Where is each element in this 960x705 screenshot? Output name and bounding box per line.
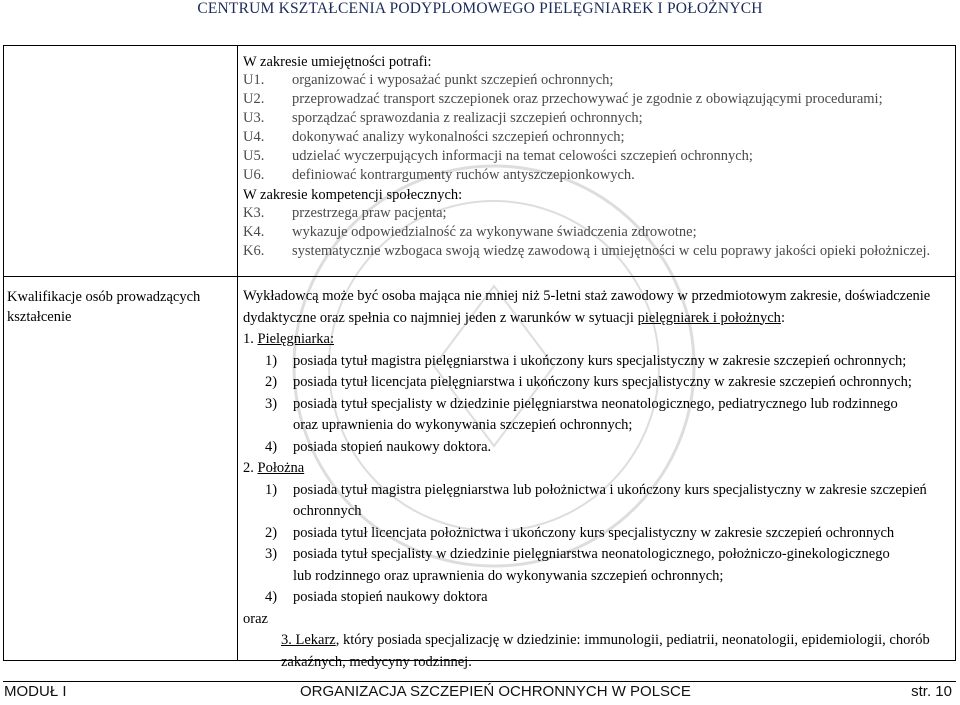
outcome-code: U1. [243,72,265,88]
outcome-text: przeprowadzać transport szczepionek oraz przechowywać je zgodnie z obowiązującymi procedurami; [292,91,883,107]
qualification-item [243,480,958,502]
item-text: posiada tytuł magistra pielęgniarstwa i ukończony kurs specjalistyczny w zakresie szczepień ochronnych; [293,352,907,369]
doctor-line: 3. Lekarz, który posiada specjalizację w dziedzinie: immunologii, pediatrii, neonatologii, epidemiologii, chorób [281,632,930,648]
qualification-item [243,587,958,609]
item-number: 2) [265,374,278,390]
outcome-code: K3. [243,205,265,221]
qualification-item [243,501,958,523]
qualification-item [243,566,958,588]
outcome-code: K6. [243,243,265,259]
footer-title: ORGANIZACJA SZCZEPIEŃ OCHRONNYCH W POLSCE [300,683,691,700]
item-number: 3) [265,546,278,562]
outcome-text: sporządzać sprawozdania z realizacji szczepień ochronnych; [292,110,643,126]
outcome-code: U5. [243,148,265,164]
doctor-line: zakaźnych, medycyny rodzinnej. [281,653,472,670]
outcome-text: wykazuje odpowiedzialność za wykonywane świadczenia zdrowotne; [292,224,697,240]
outcome-text: systematycznie wzbogaca swoją wiedzę zawodową i umiejętności w celu poprawy jakości opieki położniczej. [292,243,931,259]
column-divider [237,46,238,660]
skills-title: W zakresie umiejętności potrafi: [243,54,432,70]
outcome-item [243,242,953,261]
outcome-code: U2. [243,91,265,107]
qualification-item [243,437,958,459]
item-number: 2) [265,524,278,541]
qualification-item [243,372,958,394]
page-header: CENTRUM KSZTAŁCENIA PODYPLOMOWEGO PIELĘGNIAREK I POŁOŻNYCH [197,0,763,17]
competences-title: W zakresie kompetencji społecznych: [243,187,463,203]
skills-section [243,52,953,261]
outcome-text: definiować kontrargumenty ruchów antyszczepionkowych. [292,167,635,183]
item-text: posiada stopień naukowy doktora. [293,438,492,455]
item-number: 1) [265,481,278,498]
outcome-item [243,90,953,109]
outcome-text: organizować i wyposażać punkt szczepień ochronnych; [292,72,614,88]
midwife-heading: 2. Położna [243,460,305,476]
oraz-text: oraz [243,610,268,627]
outcome-item [243,109,953,128]
footer-module: MODUŁ I [4,683,67,700]
outcome-text: przestrzega praw pacjenta; [292,205,447,221]
item-text: posiada tytuł licencjata pielęgniarstwa i ukończony kurs specjalistyczny w zakresie szczepień ochronnych; [293,374,912,390]
nurse-heading: 1. Pielęgniarka: [243,331,335,347]
outcome-text: dokonywać analizy wykonalności szczepień ochronnych; [292,129,625,145]
outcome-code: U3. [243,110,265,126]
item-text: lub rodzinnego oraz uprawnienia do wykonywania szczepień ochronnych; [293,567,724,584]
outcome-item [243,223,953,242]
item-text: posiada tytuł magistra pielęgniarstwa lub położnictwa i ukończony kurs specjalistyczny w zakresie szczepień [293,481,927,498]
item-text: posiada tytuł specjalisty w dziedzinie pielęgniarstwa neonatologicznego, położniczo-ginekologicznego [293,546,890,562]
item-text: posiada tytuł specjalisty w dziedzinie pielęgniarstwa neonatologicznego, pediatrycznego lub rodzinnego [293,395,898,412]
qualifications-section [243,286,958,673]
item-text: oraz uprawnienia do wykonywania szczepień ochronnych; [293,417,633,433]
outcome-code: U4. [243,129,265,145]
outcome-code: U6. [243,167,265,183]
footer-page-number: str. 10 [911,683,952,700]
item-number: 1) [265,352,278,369]
intro-line: dydaktyczne oraz spełnia co najmniej jeden z warunków w sytuacji pielęgniarek i położnych: [243,309,785,326]
content-table [3,45,956,670]
qualification-item [243,394,958,416]
item-text: ochronnych [293,503,362,519]
item-number: 4) [265,438,278,455]
outcomes-cell [243,52,953,670]
outcome-item [243,71,953,90]
item-text: posiada tytuł licencjata położnictwa i ukończony kurs specjalistyczny w zakresie szczepień ochronnych [293,524,895,541]
outcome-item [243,166,953,185]
item-text: posiada stopień naukowy doktora [293,589,488,605]
row-divider [4,276,955,277]
intro-line: Wykładowcą może być osoba mająca nie mniej niż 5-letni staż zawodowy w przedmiotowym zakresie, doświadczenie [243,288,931,304]
qualifications-label: Kwalifikacje osób prowadzących kształcenie [7,289,201,325]
footer-rule [3,681,956,682]
outcome-item [243,204,953,223]
qualification-item [243,415,958,437]
item-number: 4) [265,589,278,605]
qualification-item [243,351,958,373]
outcome-code: K4. [243,224,265,240]
qualification-item [243,544,958,566]
outcome-item [243,147,953,166]
outcome-item [243,128,953,147]
qualification-item [243,523,958,545]
page-footer [0,683,960,705]
item-number: 3) [265,395,278,412]
outcome-text: udzielać wyczerpujących informacji na temat celowości szczepień ochronnych; [292,148,753,164]
